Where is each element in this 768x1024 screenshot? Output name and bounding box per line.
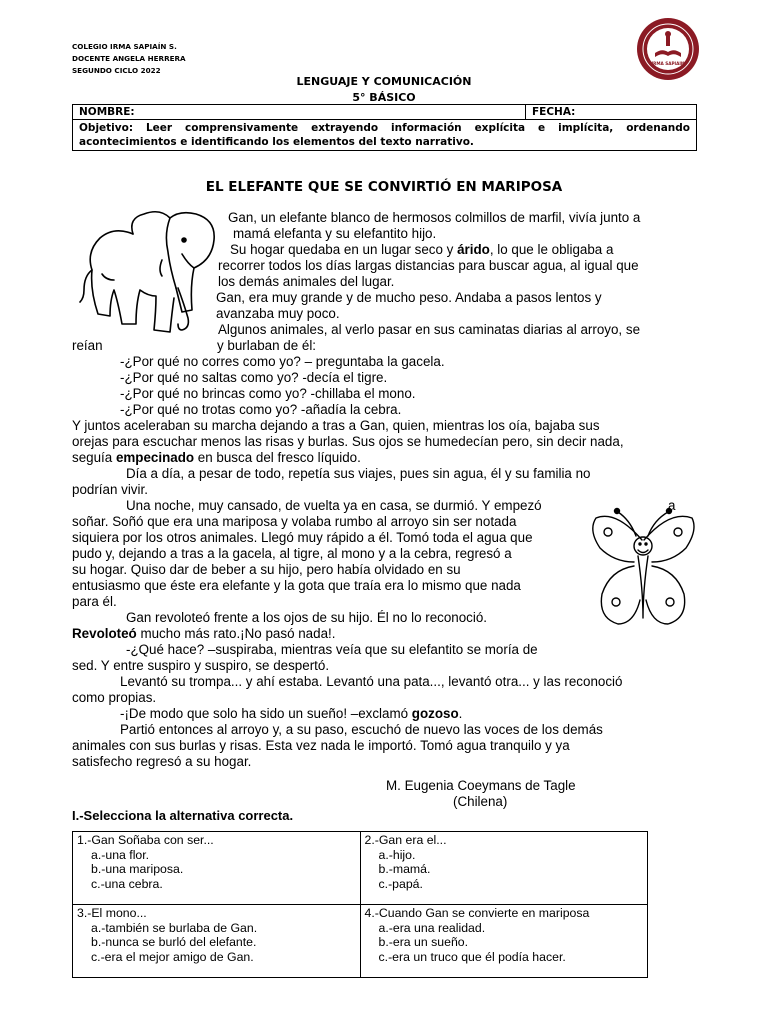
story-text: Su hogar quedaba en un lugar seco y [230, 242, 458, 257]
story-origin: (Chilena) [453, 794, 508, 809]
story-line: entusiasmo que éste era elefante y la gota que traía era lo mismo que nada [72, 578, 521, 593]
story-line: orejas para escuchar menos las risas y burlas. Sus ojos se humedecían pero, sin decir nada, [72, 434, 624, 449]
question-1 [73, 832, 361, 905]
option-c[interactable]: c.-era un truco que él podía hacer. [378, 949, 566, 964]
story-line: podrían vivir. [72, 482, 148, 497]
story-line [120, 706, 462, 722]
story-line: soñar. Soñó que era una mariposa y volaba rumbo al arroyo sin ser notada [72, 514, 517, 529]
story-line: satisfecho regresó a su hogar. [72, 754, 252, 769]
option-c[interactable]: c.-papá. [378, 876, 423, 891]
story-line: Una noche, muy cansado, de vuelta ya en casa, se durmió. Y empezó [126, 498, 542, 513]
date-label: FECHA: [532, 106, 576, 118]
story-line: Día a día, a pesar de todo, repetía sus viajes, pues sin agua, él y su familia no [126, 466, 591, 481]
dialogue-line: -¿Por qué no corres como yo? – preguntaba la gacela. [120, 354, 445, 369]
option-b[interactable]: b.-una mariposa. [91, 862, 184, 876]
objective-label: Objetivo: [79, 122, 134, 134]
question-text: 3.-El mono... [77, 906, 147, 920]
story-line: -¿Qué hace? –suspiraba, mientras veía que su elefantito se moría de [126, 642, 538, 657]
story-line: su hogar. Quiso dar de beber a su hijo, pero había olvidado en su [72, 562, 461, 577]
story-line: y burlaban de él: [217, 338, 317, 353]
story-line: pudo y, dejando a tras a la gacela, al tigre, al mono y a la cebra, regresó a [72, 546, 512, 561]
option-a[interactable]: a.-una flor. [91, 847, 150, 862]
story-line: siquiera por los otros animales. Llegó muy rápido a él. Tomó toda el agua que [72, 530, 533, 545]
section-title: I.-Selecciona la alternativa correcta. [72, 808, 294, 823]
option-a[interactable]: a.-también se burlaba de Gan. [91, 920, 258, 935]
story-line [72, 626, 335, 642]
story-line: Y juntos aceleraban su marcha dejando a tras a Gan, quien, mientras los oía, bajaba sus [72, 418, 600, 433]
option-b[interactable]: b.-era un sueño. [378, 935, 469, 949]
story-line [230, 242, 613, 258]
story-line: para él. [72, 594, 117, 609]
question-4 [360, 905, 648, 978]
story-text: -¡De modo que solo ha sido un sueño! –exclamó [120, 706, 412, 721]
story-line: Gan, era muy grande y de mucho peso. Andaba a pasos lentos y [216, 290, 602, 305]
school-seal-icon [636, 17, 700, 81]
vocab-word: Revoloteó [72, 626, 137, 641]
vocab-word: gozoso [411, 706, 459, 721]
option-c[interactable]: c.-una cebra. [91, 876, 163, 891]
story-author: M. Eugenia Coeymans de Tagle [386, 778, 576, 793]
story-line: los demás animales del lugar. [218, 274, 395, 289]
story-text: seguía [72, 450, 116, 465]
objective [73, 120, 697, 151]
story-line: como propias. [72, 690, 157, 705]
story-title: EL ELEFANTE QUE SE CONVIRTIÓ EN MARIPOSA [205, 179, 563, 195]
story-text: mucho más rato.¡No pasó nada!. [136, 626, 336, 641]
elephant-icon [78, 204, 224, 340]
story-line: a [668, 498, 676, 513]
question-2 [360, 832, 648, 905]
option-a[interactable]: a.-hijo. [378, 847, 416, 862]
story-line: avanzaba muy poco. [216, 306, 340, 321]
story-text: , lo que le obligaba a [489, 242, 614, 257]
story-line: recorrer todos los días largas distancias para buscar agua, al igual que [218, 258, 639, 273]
objective-text: Leer comprensivamente extrayendo información explícita e implícita, ordenando acontecimientos e identificando los elementos del texto narrativo. [79, 122, 690, 148]
school-cycle: SEGUNDO CICLO 2022 [72, 66, 161, 75]
question-text: 2.-Gan era el... [364, 833, 447, 847]
story-line: Gan revoloteó frente a los ojos de su hijo. Él no lo reconoció. [126, 610, 488, 625]
question-text: 1.-Gan Soñaba con ser... [77, 833, 214, 847]
date-field[interactable] [526, 105, 697, 120]
school-name: COLEGIO IRMA SAPIAÍN S. [72, 42, 177, 51]
vocab-word: empecinado [115, 450, 195, 465]
story-line: sed. Y entre suspiro y suspiro, se despertó. [72, 658, 330, 673]
student-info-table [72, 104, 697, 151]
story-text: en busca del fresco líquido. [194, 450, 361, 465]
questions-table [72, 831, 648, 978]
story-line: Algunos animales, al verlo pasar en sus caminatas diarias al arroyo, se [218, 322, 641, 337]
story-line: Gan, un elefante blanco de hermosos colmillos de marfil, vivía junto a [228, 210, 641, 225]
option-b[interactable]: b.-nunca se burló del elefante. [91, 935, 257, 949]
story-text: . [458, 706, 463, 721]
name-field[interactable] [73, 105, 526, 120]
teacher-name: DOCENTE ANGELA HERRERA [72, 54, 186, 63]
question-text: 4.-Cuando Gan se convierte en mariposa [364, 906, 590, 920]
option-c[interactable]: c.-era el mejor amigo de Gan. [91, 949, 254, 964]
vocab-word: árido [457, 242, 490, 257]
seal-text: IRMA SAPIAIN [651, 61, 685, 66]
butterfly-icon [588, 500, 698, 638]
subject-title: LENGUAJE Y COMUNICACIÓN [296, 75, 472, 88]
option-b[interactable]: b.-mamá. [378, 862, 431, 876]
dialogue-line: -¿Por qué no saltas como yo? -decía el tigre. [120, 370, 388, 385]
question-3 [73, 905, 361, 978]
dialogue-line: -¿Por qué no trotas como yo? -añadía la cebra. [120, 402, 402, 417]
name-label: NOMBRE: [79, 106, 135, 118]
story-line: mamá elefanta y su elefantito hijo. [233, 226, 437, 241]
story-line: reían [72, 338, 103, 353]
dialogue-line: -¿Por qué no brincas como yo? -chillaba el mono. [120, 386, 416, 401]
story-line: animales con sus burlas y risas. Esta vez nada le importó. Tomó agua tranquilo y ya [72, 738, 570, 753]
grade-title: 5° BÁSICO [352, 91, 416, 104]
story-line: Partió entonces al arroyo y, a su paso, escuchó de nuevo las voces de los demás [120, 722, 603, 737]
school-info [72, 41, 186, 77]
story-line [72, 450, 361, 466]
story-line: Levantó su trompa... y ahí estaba. Levantó una pata..., levantó otra... y las reconoció [120, 674, 623, 689]
option-a[interactable]: a.-era una realidad. [378, 920, 486, 935]
